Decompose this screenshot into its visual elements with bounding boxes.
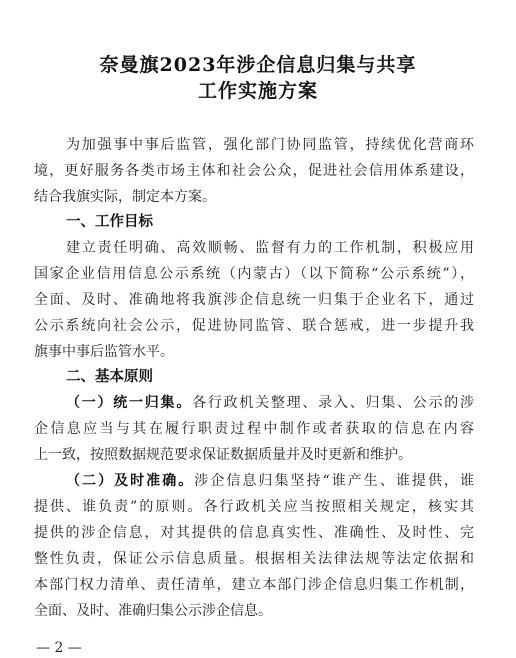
- section1-line: 旗事中事后监管水平。: [34, 344, 174, 360]
- document-title-line-2: 工作实施方案: [197, 80, 318, 102]
- principle-2-first-line: [66, 473, 474, 489]
- section-heading-principles: 二、基本原则: [66, 369, 153, 385]
- section1-line: 国家企业信用信息公示系统（内蒙古）（以下简称“公示系统”），: [34, 266, 474, 282]
- intro-line: 结合我旗实际，制定本方案。: [34, 189, 216, 205]
- principle-2-line: 提供的涉企信息，对其提供的信息真实性、准确性、及时性、完: [34, 525, 474, 541]
- principle-2-line: 全面、及时、准确归集公示涉企信息。: [34, 603, 272, 619]
- section1-line: 建立责任明确、高效顺畅、监督有力的工作机制，积极应用: [66, 240, 474, 256]
- section1-line: 全面、及时、准确地将我旗涉企信息统一归集于企业名下，通过: [34, 292, 474, 308]
- page-number: — 2 —: [36, 640, 82, 656]
- principle-2-lead: （二）及时准确。: [66, 473, 195, 489]
- intro-line: 为加强事中事后监管，强化部门协同监管，持续优化营商环: [66, 137, 474, 153]
- principle-2-line: 本部门权力清单、责任清单，建立本部门涉企信息归集工作机制，: [34, 577, 474, 593]
- principle-1-lead: （一）统一归集。: [66, 395, 193, 411]
- document-title-line-1: 奈曼旗2023年涉企信息归集与共享: [99, 54, 417, 76]
- principle-1-line: 企信息应当与其在履行职责过程中制作或者获取的信息在内容: [34, 421, 474, 437]
- principle-1-first-line: [66, 395, 474, 411]
- principle-2-line: 提供、谁负责”的原则。各行政机关应当按照相关规定，核实其: [34, 499, 474, 515]
- intro-line: 境，更好服务各类市场主体和社会公众，促进社会信用体系建设，: [34, 163, 474, 179]
- principle-2-line: 整性负责，保证公示信息质量。根据相关法律法规等法定依据和: [34, 551, 474, 567]
- principle-1-line: 上一致，按照数据规范要求保证数据质量并及时更新和维护。: [34, 447, 412, 463]
- section1-line: 公示系统向社会公示，促进协同监管、联合惩戒，进一步提升我: [34, 318, 474, 334]
- principle-2-text: 涉企信息归集坚持“谁产生、谁提供，谁: [194, 473, 475, 489]
- section-heading-goals: 一、工作目标: [66, 214, 153, 230]
- principle-1-text: 各行政机关整理、录入、归集、公示的涉: [192, 395, 475, 411]
